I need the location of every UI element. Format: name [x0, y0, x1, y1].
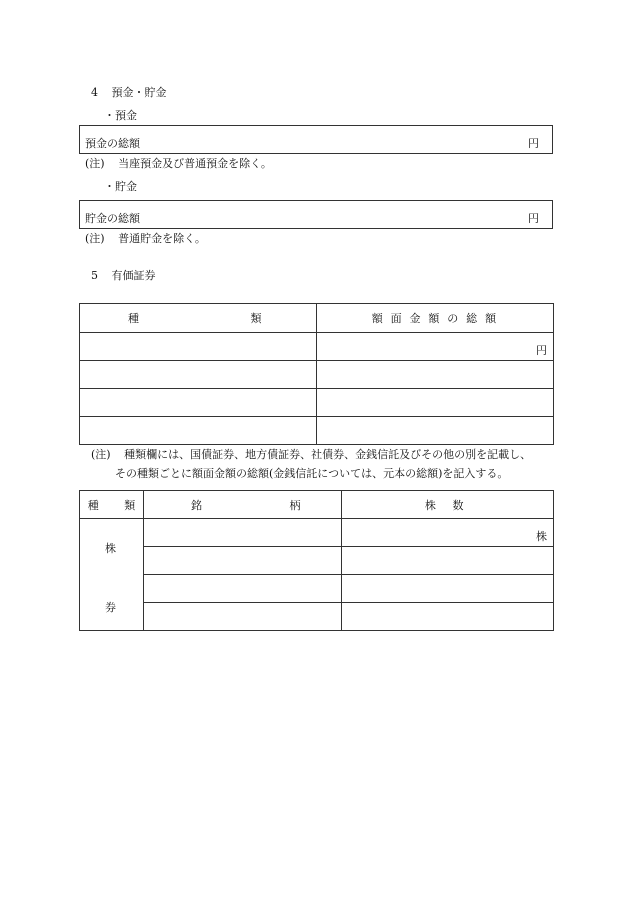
- deposit-bullet: ・預金: [104, 109, 137, 122]
- section4-heading: [91, 87, 167, 98]
- brand-cell[interactable]: [144, 575, 342, 603]
- brand-cell[interactable]: [144, 603, 342, 631]
- savings-note: [85, 233, 206, 244]
- header-face-amount: 額 面 金 額 の 総 額: [317, 304, 554, 333]
- type-cell[interactable]: [80, 361, 317, 389]
- securities-amount-table: [79, 303, 554, 445]
- header-type-b: 類: [250, 312, 262, 325]
- type-cell[interactable]: [80, 417, 317, 445]
- type-cell[interactable]: [80, 389, 317, 417]
- shares-cell[interactable]: [342, 519, 554, 547]
- shares-unit: 株: [536, 530, 547, 543]
- stock-side-label-bottom: 券: [105, 601, 116, 614]
- table-row: [80, 361, 554, 389]
- header-kind-a: 種: [87, 498, 99, 512]
- deposit-total-unit: 円: [528, 137, 539, 150]
- savings-total-label: 貯金の総額: [85, 212, 140, 225]
- section5-title: 有価証券: [111, 269, 156, 282]
- stock-table: [79, 490, 554, 631]
- header-shares: 株 数: [342, 491, 554, 519]
- savings-total-unit: 円: [528, 212, 539, 225]
- table-row: [80, 603, 554, 631]
- deposit-total-box: [79, 125, 553, 154]
- table-row: [80, 417, 554, 445]
- table-row: [80, 333, 554, 361]
- table-row: [80, 547, 554, 575]
- type-cell[interactable]: [80, 333, 317, 361]
- header-type-a: 種: [128, 312, 139, 325]
- brand-cell[interactable]: [144, 519, 342, 547]
- header-kind: [80, 491, 144, 519]
- brand-cell[interactable]: [144, 547, 342, 575]
- shares-cell[interactable]: [342, 547, 554, 575]
- header-brand: [144, 491, 342, 519]
- shares-cell[interactable]: [342, 575, 554, 603]
- table-row: [80, 575, 554, 603]
- shares-cell[interactable]: [342, 603, 554, 631]
- note-line-1: 種類欄には、国債証券、地方債証券、社債券、金銭信託及びその他の別を記載し、: [124, 448, 532, 461]
- header-type: [80, 304, 317, 333]
- note-text: 普通貯金を除く。: [118, 232, 206, 245]
- amount-unit: 円: [536, 344, 547, 357]
- header-brand-b: 柄: [289, 498, 301, 512]
- deposit-note: [85, 158, 272, 169]
- note-tag: (注): [85, 232, 105, 245]
- savings-total-box: [79, 200, 553, 229]
- amount-cell[interactable]: [317, 333, 554, 361]
- amount-cell[interactable]: [317, 361, 554, 389]
- stock-table-wrap: [79, 490, 553, 632]
- note-tag: (注): [85, 157, 105, 170]
- header-kind-b: 類: [124, 498, 136, 512]
- section5-number: 5: [91, 269, 98, 282]
- stock-side-label-top: 株: [105, 542, 116, 555]
- section5-heading: [91, 270, 156, 281]
- savings-bullet: ・貯金: [104, 180, 137, 193]
- note-tag: (注): [91, 448, 111, 461]
- securities-note-line2: その種類ごとに額面金額の総額(金銭信託については、元本の総額)を記入する。: [115, 467, 509, 480]
- note-text: 当座預金及び普通預金を除く。: [118, 157, 272, 170]
- amount-cell[interactable]: [317, 389, 554, 417]
- amount-cell[interactable]: [317, 417, 554, 445]
- table-row: [80, 389, 554, 417]
- header-brand-a: 銘: [191, 498, 202, 512]
- section4-title: 預金・貯金: [111, 86, 167, 99]
- deposit-total-label: 預金の総額: [85, 137, 140, 150]
- table-row: [80, 519, 554, 547]
- securities-note: [91, 449, 531, 460]
- section4-number: 4: [91, 86, 98, 99]
